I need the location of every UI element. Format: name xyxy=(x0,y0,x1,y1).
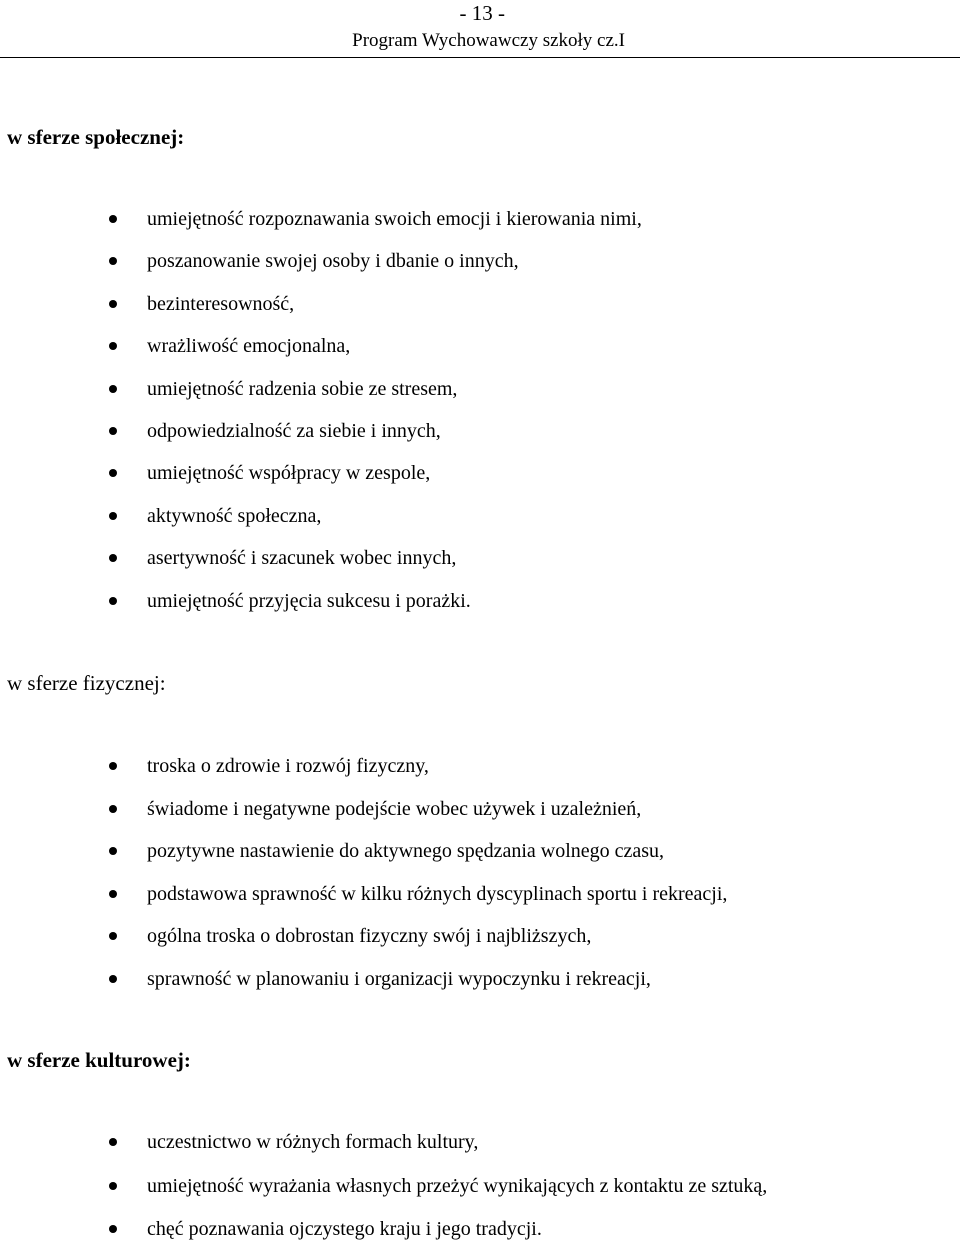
bullet-icon xyxy=(109,342,117,350)
bullet-icon xyxy=(109,512,117,520)
list-item xyxy=(0,418,940,460)
section-heading-cultural: w sferze kulturowej: xyxy=(7,1048,191,1072)
header-divider xyxy=(0,57,960,58)
list-item xyxy=(0,248,940,290)
page-number: - 13 - xyxy=(459,1,505,25)
list-item xyxy=(0,460,940,502)
list-item xyxy=(0,1216,940,1260)
list-item-text: aktywność społeczna, xyxy=(147,504,322,527)
list-item-text: odpowiedzialność za siebie i innych, xyxy=(147,419,441,442)
list-item xyxy=(0,333,940,375)
list-item-text: asertywność i szacunek wobec innych, xyxy=(147,547,457,570)
list-item-text: umiejętność przyjęcia sukcesu i porażki. xyxy=(147,589,471,612)
list-item-text: umiejętność radzenia sobie ze stresem, xyxy=(147,377,458,400)
list-item-text: bezinteresowność, xyxy=(147,292,295,315)
list-item xyxy=(0,796,940,839)
list-item xyxy=(0,206,940,248)
bullet-icon xyxy=(109,847,117,855)
section-heading-social: w sferze społecznej: xyxy=(7,125,185,149)
physical-skills-list xyxy=(0,753,940,1008)
list-item xyxy=(0,291,940,333)
list-item xyxy=(0,588,940,630)
list-item-text: umiejętność rozpoznawania swoich emocji i kierowania nimi, xyxy=(147,208,642,230)
list-item-text: podstawowa sprawność w kilku różnych dyscyplinach sportu i rekreacji, xyxy=(147,882,728,905)
list-item-text: pozytywne nastawienie do aktywnego spędzania wolnego czasu, xyxy=(147,840,665,862)
list-item xyxy=(0,753,940,796)
list-item-text: troska o zdrowie i rozwój fizyczny, xyxy=(147,755,429,777)
list-item xyxy=(0,966,940,1009)
bullet-icon xyxy=(109,300,117,308)
bullet-icon xyxy=(109,597,117,605)
list-item-text: poszanowanie swojej osoby i dbanie o innych, xyxy=(147,250,519,273)
list-item-text: wrażliwość emocjonalna, xyxy=(147,335,351,358)
bullet-icon xyxy=(109,1182,117,1190)
bullet-icon xyxy=(109,805,117,813)
list-item-text: świadome i negatywne podejście wobec używek i uzależnień, xyxy=(147,797,642,820)
list-item xyxy=(0,545,940,587)
bullet-icon xyxy=(109,215,117,223)
list-item xyxy=(0,923,940,966)
section-heading-physical: w sferze fizycznej: xyxy=(7,671,166,695)
list-item-text: umiejętność wyrażania własnych przeżyć wynikających z kontaktu ze sztuką, xyxy=(147,1174,768,1197)
list-item-text: uczestnictwo w różnych formach kultury, xyxy=(147,1131,479,1153)
list-item xyxy=(0,376,940,418)
social-skills-list xyxy=(0,206,940,630)
page-header xyxy=(0,0,960,60)
bullet-icon xyxy=(109,932,117,940)
bullet-icon xyxy=(109,554,117,562)
bullet-icon xyxy=(109,762,117,770)
bullet-icon xyxy=(109,469,117,477)
bullet-icon xyxy=(109,427,117,435)
list-item xyxy=(0,1173,940,1217)
bullet-icon xyxy=(109,890,117,898)
list-item-text: sprawność w planowaniu i organizacji wypoczynku i rekreacji, xyxy=(147,967,651,990)
bullet-icon xyxy=(109,1138,117,1146)
list-item-text: umiejętność współpracy w zespole, xyxy=(147,462,431,485)
running-title: Program Wychowawczy szkoły cz.I xyxy=(352,30,625,51)
list-item-text: ogólna troska o dobrostan fizyczny swój i najbliższych, xyxy=(147,925,592,947)
list-item xyxy=(0,881,940,924)
list-item-text: chęć poznawania ojczystego kraju i jego tradycji. xyxy=(147,1218,542,1240)
bullet-icon xyxy=(109,975,117,983)
list-item xyxy=(0,838,940,881)
bullet-icon xyxy=(109,1225,117,1233)
bullet-icon xyxy=(109,385,117,393)
list-item xyxy=(0,503,940,545)
list-item xyxy=(0,1129,940,1173)
bullet-icon xyxy=(109,257,117,265)
